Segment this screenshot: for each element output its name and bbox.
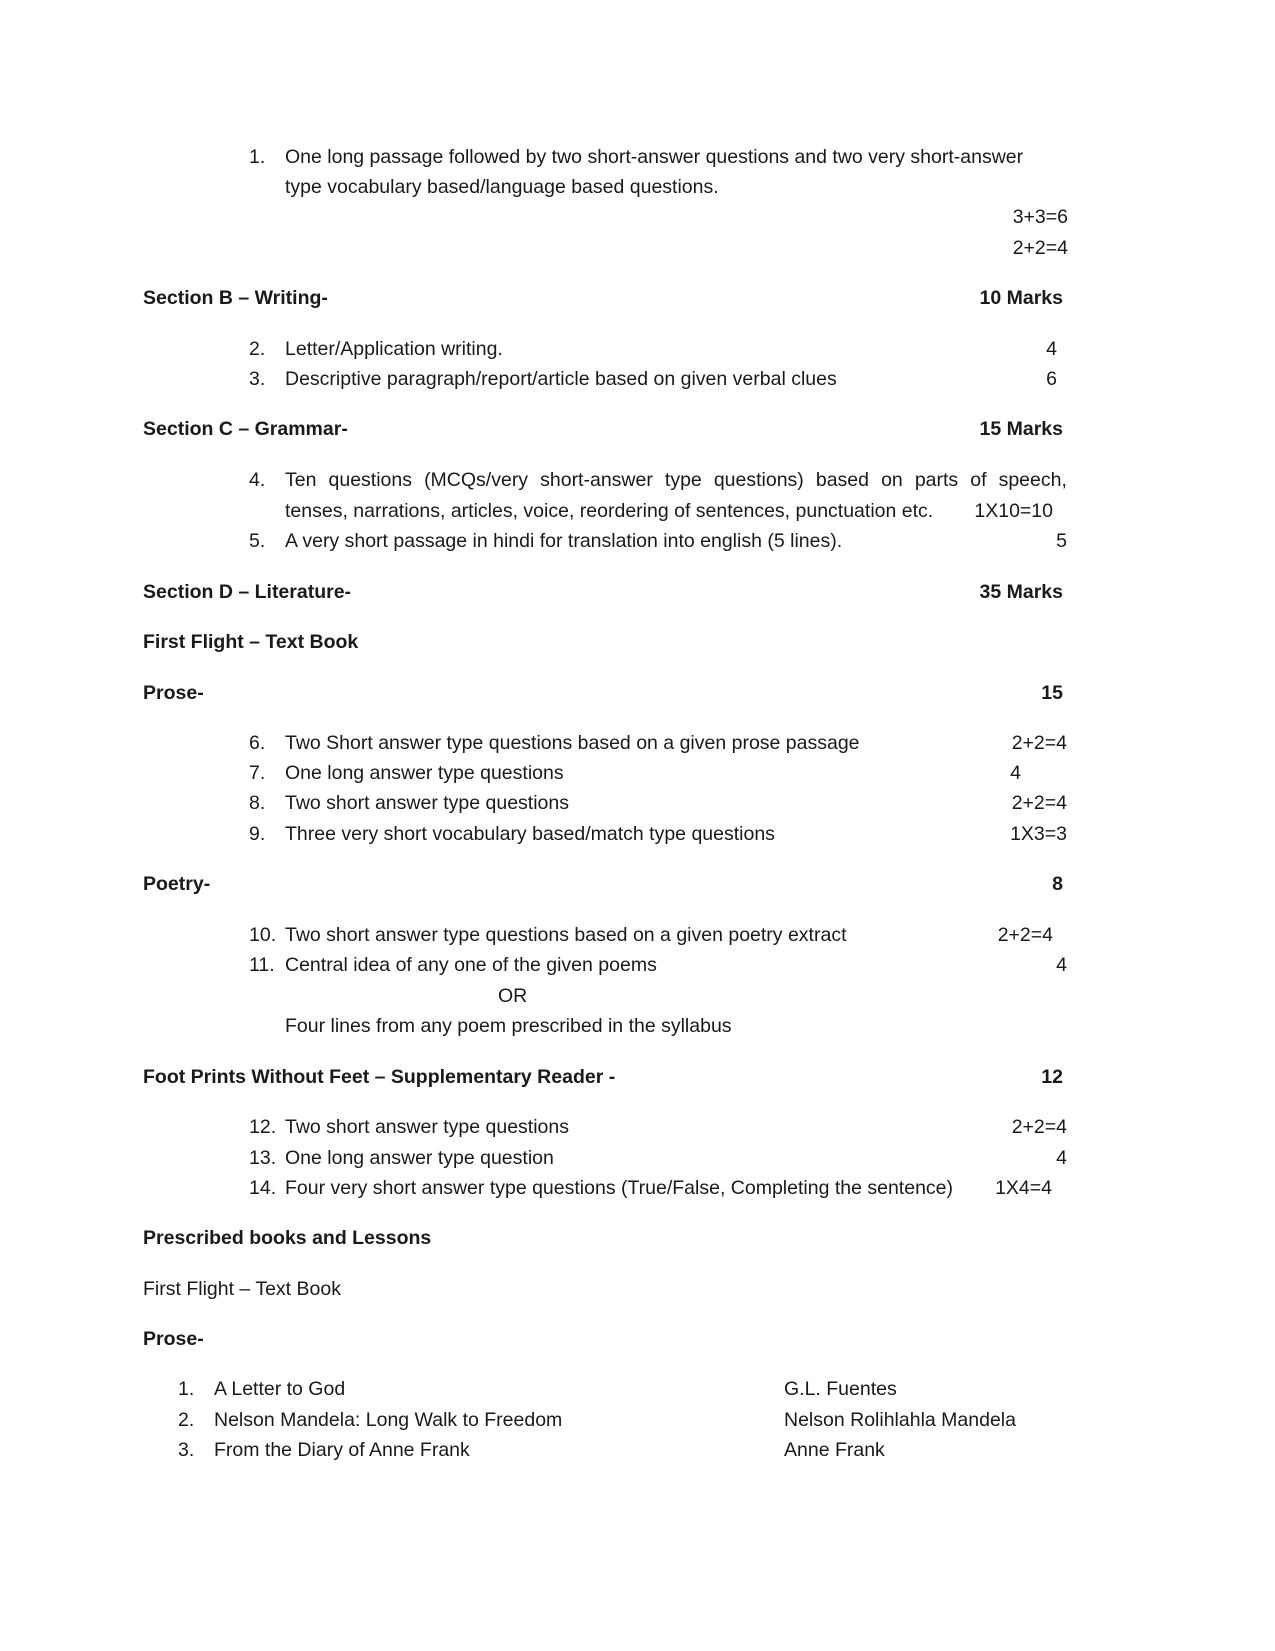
marks-value: 2+2=4 [1012, 237, 1068, 259]
section-marks: 35 Marks [979, 581, 1063, 603]
list-number: 1. [249, 146, 266, 168]
question-text: Two short answer type questions [285, 1116, 569, 1138]
marks-value: 1X3=3 [1010, 823, 1067, 845]
lesson-title: From the Diary of Anne Frank [214, 1439, 470, 1461]
subsection-heading: Prose- [143, 1328, 204, 1350]
word: Ten [285, 469, 317, 491]
lesson-author: G.L. Fuentes [784, 1378, 897, 1400]
marks-value: 4 [1010, 762, 1021, 784]
marks-value: 2+2=4 [1011, 732, 1067, 754]
question-text: Central idea of any one of the given poems [285, 954, 657, 976]
marks-value: 4 [1056, 1147, 1067, 1169]
question-text: type vocabulary based/language based questions. [285, 176, 719, 198]
list-number: 14. [249, 1177, 277, 1199]
subsection-marks: 15 [1041, 682, 1063, 704]
question-text: tenses, narrations, articles, voice, reordering of sentences, punctuation etc. [285, 500, 934, 522]
question-text: Three very short vocabulary based/match type questions [285, 823, 775, 845]
list-number: 2. [249, 338, 266, 360]
book-title: First Flight – Text Book [143, 1278, 341, 1300]
section-heading: Section D – Literature- [143, 581, 352, 603]
list-number: 2. [178, 1409, 195, 1431]
or-separator: OR [498, 985, 528, 1007]
question-text: Four very short answer type questions (True/False, Completing the sentence) [285, 1177, 953, 1199]
question-text: One long answer type questions [285, 762, 564, 784]
word: questions) [713, 469, 804, 491]
subsection-marks: 12 [1041, 1066, 1063, 1088]
list-number: 4. [249, 469, 266, 491]
list-number: 11. [249, 954, 275, 976]
subsection-heading: Prose- [143, 682, 204, 704]
word: based [815, 469, 869, 491]
word: short-answer [540, 469, 653, 491]
question-text: Two short answer type questions [285, 792, 569, 814]
word: speech, [998, 469, 1067, 491]
marks-value: 1X10=10 [974, 500, 1053, 522]
subsection-heading: Poetry- [143, 873, 211, 895]
word: of [970, 469, 987, 491]
question-text: One long passage followed by two short-answer questions and two very short-answer [285, 146, 1024, 168]
marks-value: 4 [1046, 338, 1057, 360]
list-number: 9. [249, 823, 266, 845]
lesson-title: A Letter to God [214, 1378, 346, 1400]
section-marks: 15 Marks [979, 418, 1063, 440]
marks-value: 2+2=4 [1011, 1116, 1067, 1138]
section-heading: Section C – Grammar- [143, 418, 348, 440]
list-number: 1. [178, 1378, 195, 1400]
marks-value: 6 [1046, 368, 1057, 390]
question-text: Four lines from any poem prescribed in the syllabus [285, 1015, 732, 1037]
list-number: 12. [249, 1116, 277, 1138]
section-marks: 10 Marks [979, 287, 1063, 309]
list-number: 3. [178, 1439, 195, 1461]
marks-value: 5 [1056, 530, 1067, 552]
list-number: 5. [249, 530, 266, 552]
marks-value: 4 [1056, 954, 1067, 976]
question-text: Letter/Application writing. [285, 338, 503, 360]
word: questions [328, 469, 412, 491]
marks-value: 2+2=4 [997, 924, 1053, 946]
marks-value: 2+2=4 [1011, 792, 1067, 814]
list-number: 7. [249, 762, 266, 784]
marks-value: 1X4=4 [995, 1177, 1052, 1199]
word: parts [914, 469, 959, 491]
subsection-marks: 8 [1052, 873, 1063, 895]
list-number: 10. [249, 924, 277, 946]
list-number: 8. [249, 792, 266, 814]
question-text: Descriptive paragraph/report/article based on given verbal clues [285, 368, 837, 390]
section-heading: Prescribed books and Lessons [143, 1227, 432, 1249]
question-text: A very short passage in hindi for translation into english (5 lines). [285, 530, 843, 552]
list-number: 6. [249, 732, 266, 754]
lesson-title: Nelson Mandela: Long Walk to Freedom [214, 1409, 563, 1431]
lesson-author: Anne Frank [784, 1439, 885, 1461]
word: type [664, 469, 702, 491]
word: (MCQs/very [424, 469, 529, 491]
question-text-justified [285, 471, 1067, 491]
marks-value: 3+3=6 [1012, 206, 1068, 228]
section-heading: Section B – Writing- [143, 287, 328, 309]
question-text: Two short answer type questions based on a given poetry extract [285, 924, 847, 946]
list-number: 3. [249, 368, 266, 390]
book-heading: First Flight – Text Book [143, 631, 359, 653]
question-text: Two Short answer type questions based on a given prose passage [285, 732, 860, 754]
word: on [881, 469, 903, 491]
list-number: 13. [249, 1147, 277, 1169]
lesson-author: Nelson Rolihlahla Mandela [784, 1409, 1016, 1431]
question-text: One long answer type question [285, 1147, 554, 1169]
subsection-heading: Foot Prints Without Feet – Supplementary Reader - [143, 1066, 616, 1088]
